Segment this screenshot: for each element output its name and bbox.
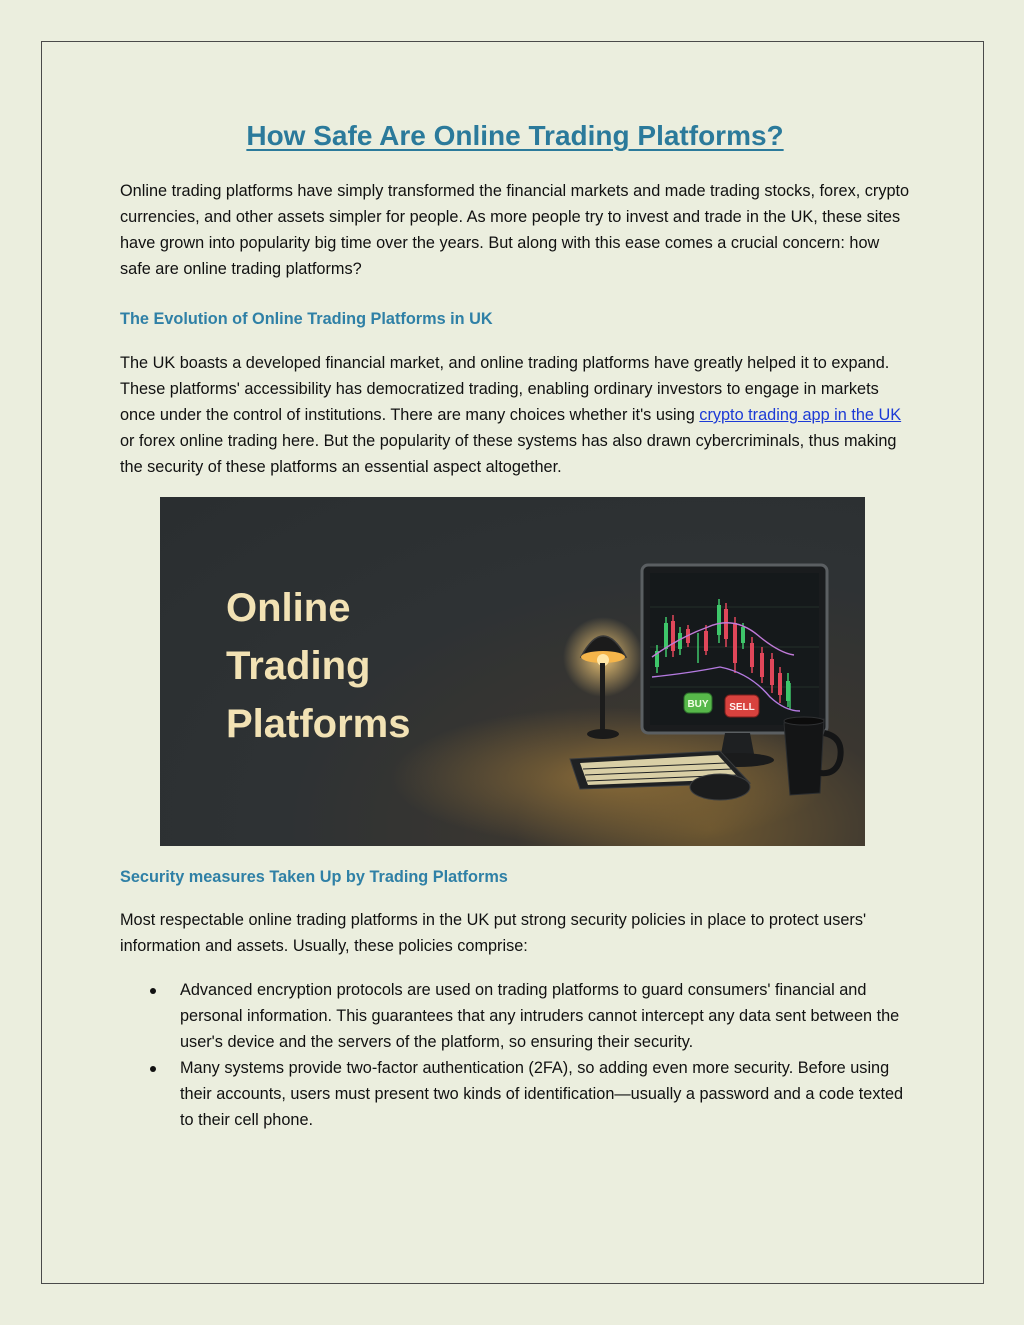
coffee-mug-icon xyxy=(784,717,841,795)
list-item xyxy=(120,1055,910,1133)
security-measures-list xyxy=(120,977,910,1133)
hero-headline-line1: Online xyxy=(226,586,351,630)
list-item-text: Many systems provide two-factor authentication (2FA), so adding even more security. Before using their accounts, users must present two kinds of identification—usually a password and a code texted to their cell phone. xyxy=(180,1059,904,1129)
hero-headline-line3: Platforms xyxy=(226,702,411,746)
mouse-icon xyxy=(690,774,750,800)
hero-image xyxy=(160,497,865,846)
evolution-text-end: or forex online trading here. But the popularity of these systems has also drawn cybercriminals, thus making the security of these platforms an essential aspect altogether. xyxy=(120,432,897,476)
list-item-text: Advanced encryption protocols are used on trading platforms to guard consumers' financial and personal information. This guarantees that any intruders cannot intercept any data sent between the user's device and the servers of the platform, so ensuring their security. xyxy=(180,981,900,1051)
section-heading-evolution: The Evolution of Online Trading Platforms in UK xyxy=(120,310,493,328)
article-title: How Safe Are Online Trading Platforms? xyxy=(246,120,784,151)
list-item xyxy=(120,977,910,1055)
security-paragraph: Most respectable online trading platforms in the UK put strong security policies in place to protect users' information and assets. Usually, these policies comprise: xyxy=(120,911,867,955)
evolution-paragraph xyxy=(120,350,910,480)
bullet-icon xyxy=(150,988,156,994)
intro-paragraph: Online trading platforms have simply transformed the financial markets and made trading stocks, forex, crypto currencies, and other assets simpler for people. As more people try to invest and trade in the UK, these sites have grown into popularity big time over the years. But along with this ease comes a crucial concern: how safe are online trading platforms? xyxy=(120,182,910,278)
crypto-trading-app-link[interactable]: crypto trading app in the UK xyxy=(699,406,902,424)
section-heading-security: Security measures Taken Up by Trading Platforms xyxy=(120,868,508,886)
evolution-text-start: The UK boasts a developed financial market, and online trading platforms have greatly helped it to expand. These platforms' accessibility has democratized trading, enabling ordinary investors to engage in markets once under the control of institutions. There are many choices whether it's using xyxy=(120,354,890,424)
bullet-icon xyxy=(150,1066,156,1072)
buy-label: BUY xyxy=(687,699,709,710)
hero-headline-line2: Trading xyxy=(226,644,371,688)
sell-label: SELL xyxy=(729,702,755,713)
